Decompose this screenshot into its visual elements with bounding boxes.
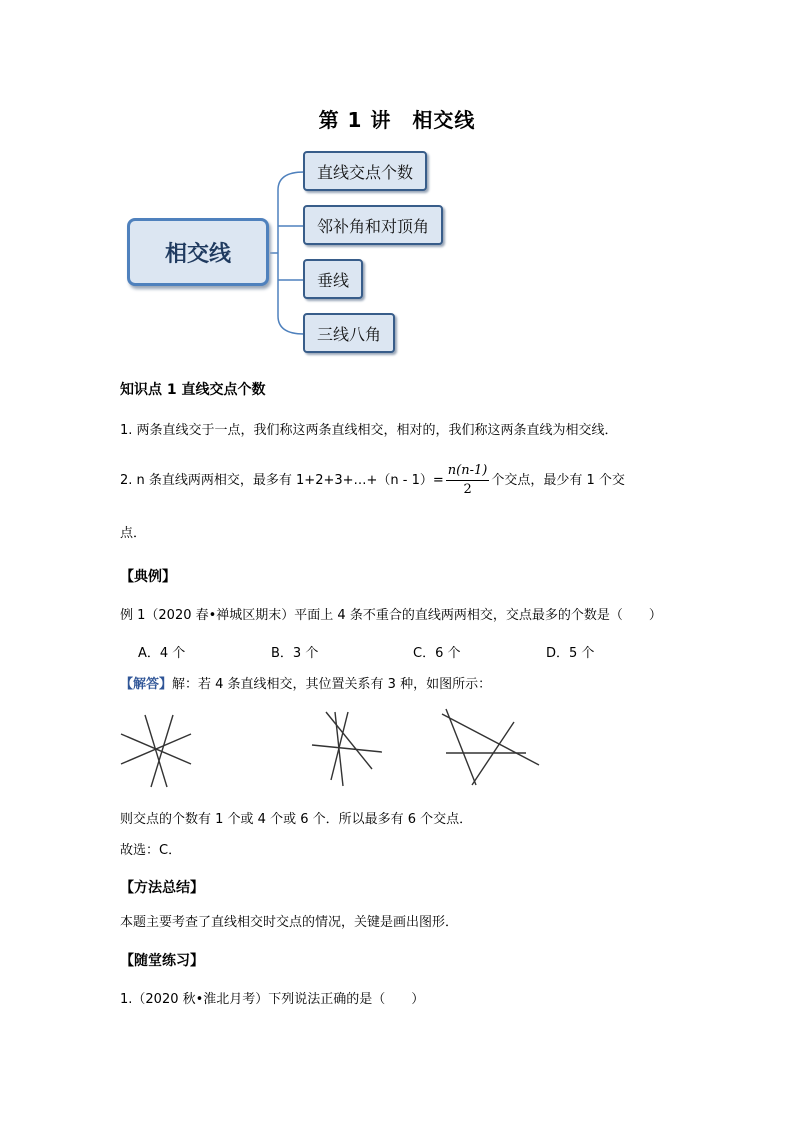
example-heading: 【典例】 xyxy=(120,569,176,585)
mindmap-branch-angles: 邻补角和对顶角 xyxy=(303,205,443,245)
kp1-paragraph-2-cont: 点． xyxy=(120,526,147,541)
example-choice: 故选：C． xyxy=(120,843,182,858)
mindmap-branch-intersections: 直线交点个数 xyxy=(303,151,427,191)
fraction-numerator: n(n-1) xyxy=(446,462,490,481)
option-d: D．5 个 xyxy=(546,646,595,661)
option-a: A．4 个 xyxy=(138,646,186,661)
method-heading: 【方法总结】 xyxy=(120,880,204,896)
kp1-p2-pre: 2. n 条直线两两相交，最多有 1+2+3+…+（n - 1）= xyxy=(120,472,444,488)
figure-six-intersections xyxy=(432,706,544,790)
fraction xyxy=(446,462,490,499)
answer-text: 解：若 4 条直线相交，其位置关系有 3 种，如图所示： xyxy=(172,677,492,692)
kp1-p2-post: 个交点，最少有 1 个交 xyxy=(491,472,625,488)
mindmap-branch-perpendicular: 垂线 xyxy=(303,259,363,299)
fraction-denominator: 2 xyxy=(463,482,472,497)
method-text: 本题主要考查了直线相交时交点的情况，关键是画出图形． xyxy=(120,915,459,930)
practice-heading: 【随堂练习】 xyxy=(120,953,204,969)
example-question: 例 1（2020 春•禅城区期末）平面上 4 条不重合的直线两两相交，交点最多的个数是（ ） xyxy=(120,608,662,623)
practice-question-1: 1.（2020 秋•淮北月考）下列说法正确的是（ ） xyxy=(120,992,425,1007)
mindmap-branch-three-lines: 三线八角 xyxy=(303,313,395,353)
page-title: 第 1 讲 相交线 xyxy=(318,108,476,132)
kp1-paragraph-2 xyxy=(120,462,625,499)
option-b: B．3 个 xyxy=(271,646,319,661)
answer-line xyxy=(120,676,491,694)
answer-tag: 【解答】 xyxy=(120,677,173,692)
kp1-heading: 知识点 1 直线交点个数 xyxy=(120,382,266,398)
example-conclusion: 则交点的个数有 1 个或 4 个或 6 个．所以最多有 6 个交点． xyxy=(120,812,473,827)
option-c: C．6 个 xyxy=(413,646,461,661)
figure-one-intersection xyxy=(118,712,194,790)
mindmap-root: 相交线 xyxy=(127,218,269,286)
figure-four-intersections xyxy=(308,708,388,788)
kp1-paragraph-1: 1. 两条直线交于一点，我们称这两条直线相交，相对的，我们称这两条直线为相交线． xyxy=(120,423,618,438)
